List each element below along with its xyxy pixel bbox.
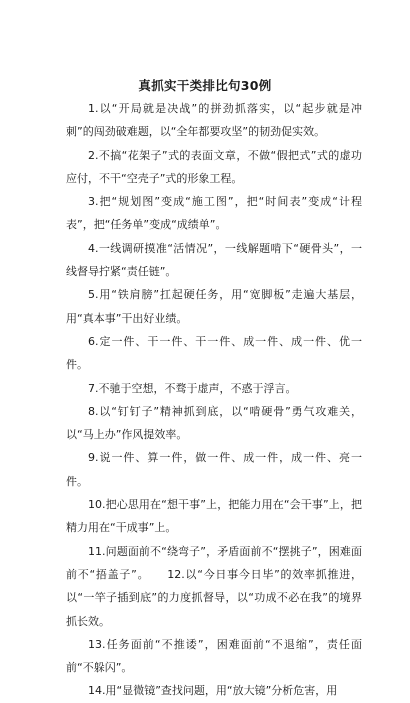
list-item: 3.把“规划图”变成“施工图”，把“时间表”变成“计程表”，把“任务单”变成“成绩单”。 <box>66 195 362 232</box>
list-item: 8.以“钉钉子”精神抓到底，以“啃硬骨”勇气攻难关，以“马上办”作风提效率。 <box>66 404 362 442</box>
list-item: 2.不搞“花架子”式的表面文章，不做“假把式”式的虚功应付，不干“空壳子”式的形象工程。 <box>66 148 362 185</box>
document-title: 真抓实干类排比句30例 <box>138 78 272 93</box>
list-item: 11.问题面前不“绕弯子”，矛盾面前不“摆挑子”，困难面前不“捂盖子”。 12.以“今日事今日毕”的效率抓推进，以“一竿子插到底”的力度抓督导，以“功成不必在我”的境界抓长效。 <box>66 544 362 628</box>
list-item: 5.用“铁肩膀”扛起硬任务，用“宽脚板”走遍大基层，用“真本事”干出好业绩。 <box>66 288 362 325</box>
document-body <box>66 97 362 703</box>
list-item: 7.不驰于空想，不骛于虚声，不惑于浮言。 <box>88 381 297 395</box>
list-item: 14.用“显微镜”查找问题，用“放大镜”分析危害，用 <box>88 684 338 698</box>
list-item: 10.把心思用在“想干事”上，把能力用在“会干事”上，把精力用在“干成事”上。 <box>66 498 362 535</box>
list-item: 13.任务面前“不推诿”，困难面前“不退缩”，责任面前“不躲闪”。 <box>66 637 362 675</box>
list-item: 4.一线调研摸准“活情况”，一线解题啃下“硬骨头”，一线督导拧紧“责任链”。 <box>66 241 362 279</box>
list-item: 6.定一件、干一件、干一件、成一件、成一件、优一件。 <box>66 334 362 372</box>
list-item: 1.以“开局就是决战”的拼劲抓落实，以“起步就是冲刺”的闯劲破难题，以“全年都要攻坚”的韧劲促实效。 <box>66 102 362 139</box>
list-item: 9.说一件、算一件，做一件、成一件，成一件、亮一件。 <box>66 451 362 488</box>
